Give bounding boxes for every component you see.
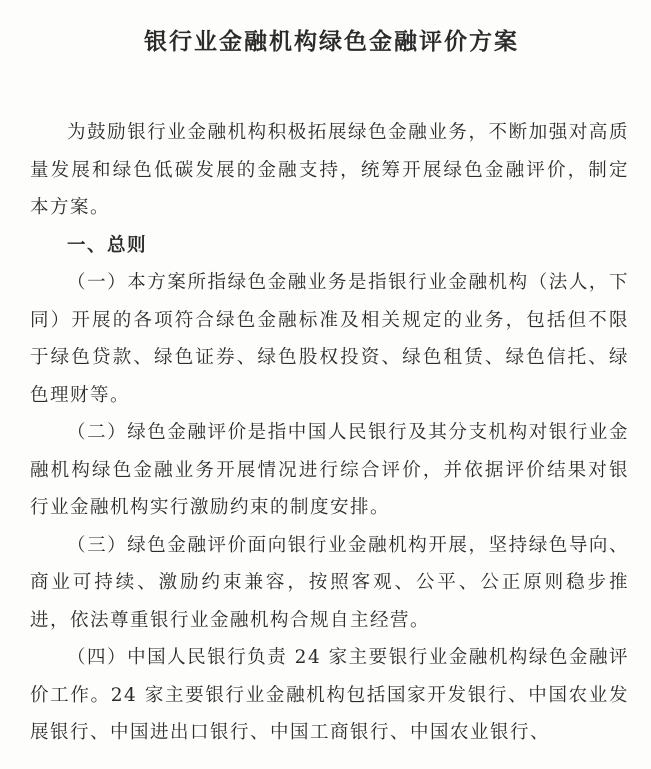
paragraph-1: （一）本方案所指绿色金融业务是指银行业金融机构（法人，下同）开展的各项符合绿色金融标准及相关规定的业务，包括但不限于绿色贷款、绿色证券、绿色股权投资、绿色租赁、绿色信托、绿色理财等。 [30,272,629,406]
section-heading: 一、总则 [67,234,148,256]
paragraph-3: （三）绿色金融评价面向银行业金融机构开展，坚持绿色导向、商业可持续、激励约束兼容，按照客观、公平、公正原则稳步推进，依法尊重银行业金融机构合规自主经营。 [30,534,629,631]
paragraph-4: （四）中国人民银行负责 24 家主要银行业金融机构绿色金融评价工作。24 家主要银行业金融机构包括国家开发银行、中国农业发展银行、中国进出口银行、中国工商银行、中国农业银行、 [30,647,629,743]
document-title: 银行业金融机构绿色金融评价方案 [144,29,519,55]
document-body [30,114,629,752]
intro-paragraph: 为鼓励银行业金融机构积极拓展绿色金融业务，不断加强对高质量发展和绿色低碳发展的金融支持，统筹开展绿色金融评价，制定本方案。 [30,122,629,218]
paragraph-2: （二）绿色金融评价是指中国人民银行及其分支机构对银行业金融机构绿色金融业务开展情况进行综合评价，并依据评价结果对银行业金融机构实行激励约束的制度安排。 [30,422,629,518]
